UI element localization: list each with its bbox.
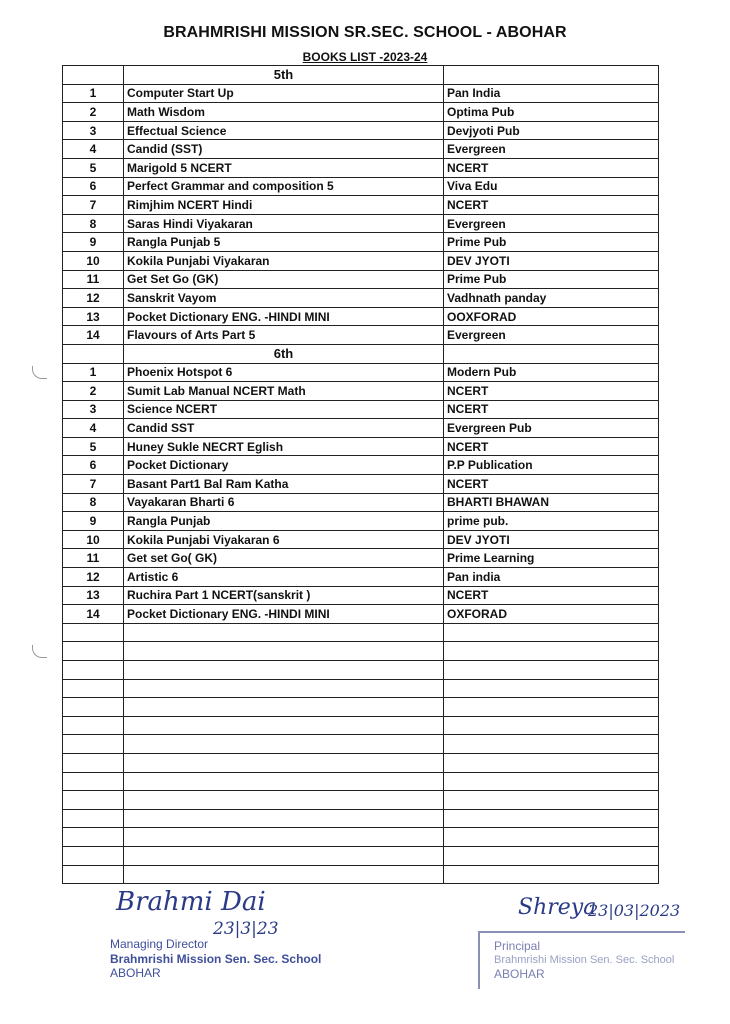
- publisher-cell: P.P Publication: [444, 456, 659, 475]
- table-row: [63, 586, 659, 605]
- serial-number-cell: 12: [63, 568, 124, 587]
- book-title-cell: Pocket Dictionary ENG. -HINDI MINI: [124, 307, 444, 326]
- empty-cell: [444, 735, 659, 754]
- managing-director-stamp-line: Brahmrishi Mission Sen. Sec. School: [110, 952, 322, 966]
- book-title-cell: Candid (SST): [124, 140, 444, 159]
- table-row: [63, 289, 659, 308]
- serial-number-cell: 3: [63, 400, 124, 419]
- book-title-cell: Sanskrit Vayom: [124, 289, 444, 308]
- empty-cell: [124, 698, 444, 717]
- serial-number-cell: 9: [63, 512, 124, 531]
- empty-cell: [444, 865, 659, 884]
- empty-cell: [444, 716, 659, 735]
- book-title-cell: Rangla Punjab 5: [124, 233, 444, 252]
- principal-stamp-line: ABOHAR: [494, 967, 545, 981]
- serial-number-cell: 10: [63, 530, 124, 549]
- serial-number-cell: 14: [63, 326, 124, 345]
- books-list-subtitle: BOOKS LIST -2023-24: [302, 50, 428, 64]
- empty-cell: [63, 679, 124, 698]
- empty-cell: [444, 753, 659, 772]
- managing-director-stamp-line: ABOHAR: [110, 966, 161, 980]
- serial-number-cell: 4: [63, 419, 124, 438]
- empty-table-row: [63, 642, 659, 661]
- empty-cell: [63, 642, 124, 661]
- publisher-cell: Prime Learning: [444, 549, 659, 568]
- empty-cell: [63, 623, 124, 642]
- table-row: [63, 307, 659, 326]
- serial-number-cell: 4: [63, 140, 124, 159]
- principal-sign-date: 23|03|2023: [588, 901, 681, 920]
- book-title-cell: Get Set Go (GK): [124, 270, 444, 289]
- publisher-cell: OOXFORAD: [444, 307, 659, 326]
- publisher-cell: OXFORAD: [444, 605, 659, 624]
- book-title-cell: Candid SST: [124, 419, 444, 438]
- books-table-body: [63, 66, 659, 884]
- empty-table-row: [63, 865, 659, 884]
- section-header-blank-cell: [63, 66, 124, 85]
- table-row: [63, 326, 659, 345]
- publisher-cell: Devjyoti Pub: [444, 121, 659, 140]
- binder-hole-mark: [32, 366, 47, 379]
- table-row: [63, 549, 659, 568]
- publisher-cell: Prime Pub: [444, 270, 659, 289]
- publisher-cell: NCERT: [444, 400, 659, 419]
- table-row: [63, 196, 659, 215]
- table-row: [63, 568, 659, 587]
- books-table: [62, 65, 659, 884]
- empty-cell: [124, 716, 444, 735]
- empty-cell: [444, 642, 659, 661]
- serial-number-cell: 2: [63, 382, 124, 401]
- empty-cell: [124, 865, 444, 884]
- empty-cell: [444, 791, 659, 810]
- book-title-cell: Flavours of Arts Part 5: [124, 326, 444, 345]
- empty-cell: [124, 809, 444, 828]
- binder-hole-mark: [32, 645, 47, 658]
- section-header-row: [63, 66, 659, 85]
- book-title-cell: Pocket Dictionary ENG. -HINDI MINI: [124, 605, 444, 624]
- empty-cell: [124, 661, 444, 680]
- table-row: [63, 214, 659, 233]
- publisher-cell: Optima Pub: [444, 103, 659, 122]
- school-title: BRAHMRISHI MISSION SR.SEC. SCHOOL - ABOHAR: [163, 24, 567, 41]
- serial-number-cell: 8: [63, 493, 124, 512]
- empty-cell: [124, 642, 444, 661]
- empty-cell: [444, 661, 659, 680]
- empty-table-row: [63, 735, 659, 754]
- empty-cell: [124, 791, 444, 810]
- table-row: [63, 605, 659, 624]
- table-row: [63, 530, 659, 549]
- book-title-cell: Effectual Science: [124, 121, 444, 140]
- empty-cell: [63, 809, 124, 828]
- publisher-cell: prime pub.: [444, 512, 659, 531]
- serial-number-cell: 2: [63, 103, 124, 122]
- empty-cell: [444, 679, 659, 698]
- book-title-cell: Huney Sukle NECRT Eglish: [124, 437, 444, 456]
- empty-cell: [444, 772, 659, 791]
- publisher-cell: Evergreen Pub: [444, 419, 659, 438]
- empty-cell: [124, 735, 444, 754]
- empty-cell: [63, 661, 124, 680]
- publisher-cell: DEV JYOTI: [444, 530, 659, 549]
- book-title-cell: Sumit Lab Manual NCERT Math: [124, 382, 444, 401]
- publisher-cell: Viva Edu: [444, 177, 659, 196]
- table-row: [63, 121, 659, 140]
- empty-cell: [124, 846, 444, 865]
- principal-stamp-line: Principal: [494, 939, 541, 953]
- table-row: [63, 140, 659, 159]
- empty-cell: [63, 735, 124, 754]
- book-title-cell: Computer Start Up: [124, 84, 444, 103]
- table-row: [63, 177, 659, 196]
- table-row: [63, 251, 659, 270]
- empty-table-row: [63, 809, 659, 828]
- empty-table-row: [63, 716, 659, 735]
- principal-stamp-line: Brahmrishi Mission Sen. Sec. School: [494, 954, 675, 966]
- table-row: [63, 475, 659, 494]
- serial-number-cell: 7: [63, 475, 124, 494]
- empty-cell: [63, 828, 124, 847]
- serial-number-cell: 1: [63, 84, 124, 103]
- empty-table-row: [63, 753, 659, 772]
- serial-number-cell: 5: [63, 437, 124, 456]
- serial-number-cell: 5: [63, 158, 124, 177]
- publisher-cell: NCERT: [444, 158, 659, 177]
- serial-number-cell: 8: [63, 214, 124, 233]
- book-title-cell: Kokila Punjabi Viyakaran: [124, 251, 444, 270]
- principal-signature-block: [470, 895, 700, 995]
- managing-director-stamp-line: Managing Director: [110, 937, 209, 951]
- empty-cell: [444, 846, 659, 865]
- serial-number-cell: 13: [63, 307, 124, 326]
- book-title-cell: Phoenix Hotspot 6: [124, 363, 444, 382]
- section-title-cell: 6th: [124, 344, 444, 363]
- empty-table-row: [63, 846, 659, 865]
- serial-number-cell: 13: [63, 586, 124, 605]
- managing-director-signature-block: [108, 885, 348, 995]
- serial-number-cell: 1: [63, 363, 124, 382]
- publisher-cell: NCERT: [444, 586, 659, 605]
- section-header-blank-cell: [444, 344, 659, 363]
- table-row: [63, 419, 659, 438]
- publisher-cell: Evergreen: [444, 326, 659, 345]
- empty-cell: [63, 772, 124, 791]
- empty-table-row: [63, 623, 659, 642]
- book-title-cell: Ruchira Part 1 NCERT(sanskrit ): [124, 586, 444, 605]
- publisher-cell: Prime Pub: [444, 233, 659, 252]
- serial-number-cell: 3: [63, 121, 124, 140]
- book-title-cell: Basant Part1 Bal Ram Katha: [124, 475, 444, 494]
- table-row: [63, 158, 659, 177]
- serial-number-cell: 9: [63, 233, 124, 252]
- publisher-cell: Evergreen: [444, 140, 659, 159]
- serial-number-cell: 6: [63, 456, 124, 475]
- managing-director-sign-date: 23|3|23: [213, 919, 279, 939]
- empty-table-row: [63, 791, 659, 810]
- empty-cell: [124, 679, 444, 698]
- section-header-blank-cell: [63, 344, 124, 363]
- serial-number-cell: 6: [63, 177, 124, 196]
- empty-cell: [63, 753, 124, 772]
- empty-table-row: [63, 661, 659, 680]
- book-title-cell: Vayakaran Bharti 6: [124, 493, 444, 512]
- empty-cell: [124, 753, 444, 772]
- table-row: [63, 103, 659, 122]
- empty-cell: [124, 828, 444, 847]
- empty-cell: [63, 716, 124, 735]
- table-row: [63, 400, 659, 419]
- section-header-row: [63, 344, 659, 363]
- publisher-cell: DEV JYOTI: [444, 251, 659, 270]
- empty-cell: [124, 623, 444, 642]
- table-row: [63, 512, 659, 531]
- book-title-cell: Saras Hindi Viyakaran: [124, 214, 444, 233]
- publisher-cell: NCERT: [444, 475, 659, 494]
- book-title-cell: Perfect Grammar and composition 5: [124, 177, 444, 196]
- empty-table-row: [63, 828, 659, 847]
- publisher-cell: NCERT: [444, 382, 659, 401]
- serial-number-cell: 11: [63, 549, 124, 568]
- empty-table-row: [63, 679, 659, 698]
- serial-number-cell: 7: [63, 196, 124, 215]
- book-title-cell: Math Wisdom: [124, 103, 444, 122]
- serial-number-cell: 11: [63, 270, 124, 289]
- publisher-cell: Evergreen: [444, 214, 659, 233]
- table-row: [63, 270, 659, 289]
- section-header-blank-cell: [444, 66, 659, 85]
- book-title-cell: Science NCERT: [124, 400, 444, 419]
- table-row: [63, 437, 659, 456]
- table-row: [63, 456, 659, 475]
- serial-number-cell: 10: [63, 251, 124, 270]
- publisher-cell: Modern Pub: [444, 363, 659, 382]
- table-row: [63, 84, 659, 103]
- section-title-cell: 5th: [124, 66, 444, 85]
- empty-cell: [444, 809, 659, 828]
- empty-cell: [63, 846, 124, 865]
- empty-cell: [124, 772, 444, 791]
- publisher-cell: NCERT: [444, 196, 659, 215]
- book-title-cell: Marigold 5 NCERT: [124, 158, 444, 177]
- publisher-cell: Pan india: [444, 568, 659, 587]
- principal-signature: Shreya: [518, 895, 597, 920]
- book-title-cell: Kokila Punjabi Viyakaran 6: [124, 530, 444, 549]
- empty-table-row: [63, 698, 659, 717]
- table-row: [63, 233, 659, 252]
- publisher-cell: NCERT: [444, 437, 659, 456]
- empty-cell: [444, 698, 659, 717]
- book-title-cell: Rangla Punjab: [124, 512, 444, 531]
- serial-number-cell: 14: [63, 605, 124, 624]
- book-title-cell: Rimjhim NCERT Hindi: [124, 196, 444, 215]
- publisher-cell: BHARTI BHAWAN: [444, 493, 659, 512]
- serial-number-cell: 12: [63, 289, 124, 308]
- empty-cell: [63, 791, 124, 810]
- book-title-cell: Pocket Dictionary: [124, 456, 444, 475]
- empty-cell: [444, 623, 659, 642]
- book-title-cell: Get set Go( GK): [124, 549, 444, 568]
- book-title-cell: Artistic 6: [124, 568, 444, 587]
- publisher-cell: Pan India: [444, 84, 659, 103]
- empty-cell: [63, 698, 124, 717]
- table-row: [63, 382, 659, 401]
- empty-table-row: [63, 772, 659, 791]
- managing-director-signature: Brahmi Dai: [116, 887, 266, 917]
- table-row: [63, 493, 659, 512]
- publisher-cell: Vadhnath panday: [444, 289, 659, 308]
- empty-cell: [63, 865, 124, 884]
- table-row: [63, 363, 659, 382]
- empty-cell: [444, 828, 659, 847]
